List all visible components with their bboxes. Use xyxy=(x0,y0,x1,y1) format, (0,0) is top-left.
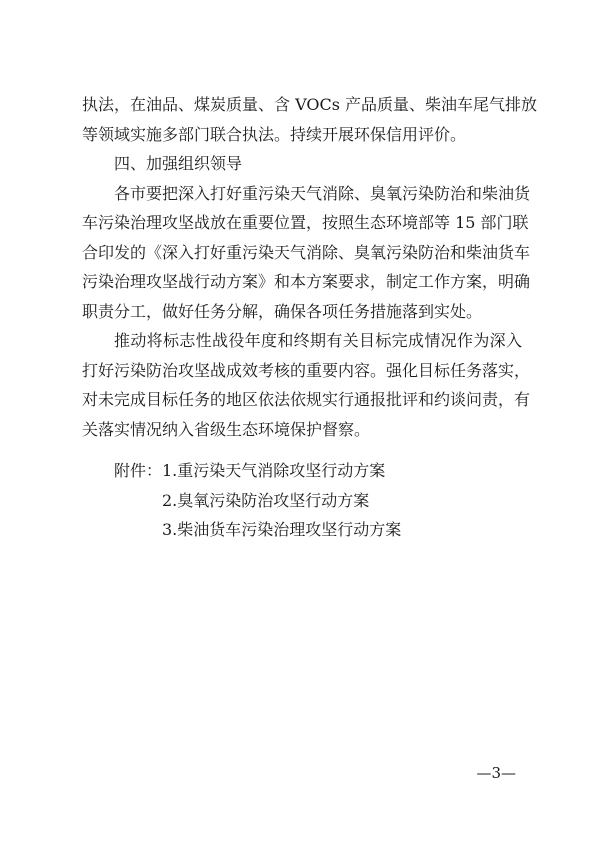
attachments-label: 附件： xyxy=(114,461,163,480)
paragraph-2-line-2: 车污染治理攻坚战放在重要位置，按照生态环境部等 15 部门联 xyxy=(82,213,529,232)
attachment-3: 3.柴油货车污染治理攻坚行动方案 xyxy=(162,520,402,539)
attachment-2: 2.臭氧污染防治攻坚行动方案 xyxy=(162,490,370,510)
attachment-item xyxy=(114,486,401,516)
paragraph-2-line-5: 职责分工，做好任务分解，确保各项任务措施落到实处。 xyxy=(82,301,483,321)
section-heading: 四、加强组织领导 xyxy=(114,154,243,173)
paragraph-2-line-4: 污染治理攻坚战行动方案》和本方案要求，制定工作方案，明确 xyxy=(82,272,531,291)
paragraph-2-line-1: 各市要把深入打好重污染天气消除、臭氧污染防治和柴油货 xyxy=(114,183,531,203)
page-number: —3— xyxy=(476,764,516,782)
paragraph-3-line-2: 打好污染防治攻坚战成效考核的重要内容。强化目标任务落实， xyxy=(82,360,531,380)
attachment-1: 1.重污染天气消除攻坚行动方案 xyxy=(162,461,386,480)
paragraph-3-line-1: 推动将标志性战役年度和终期有关目标完成情况作为深入 xyxy=(114,331,522,350)
attachments-list xyxy=(114,456,401,545)
paragraph-3-line-3: 对未完成目标任务的地区依法依规实行通报批评和约谈问责，有 xyxy=(82,390,531,409)
attachment-item xyxy=(114,515,401,545)
paragraph-1-line-2: 等领域实施多部门联合执法。持续开展环保信用评价。 xyxy=(82,124,467,144)
paragraph-3-line-4: 关落实情况纳入省级生态环境保护督察。 xyxy=(82,419,371,439)
paragraph-2-line-3: 合印发的《深入打好重污染天气消除、臭氧污染防治和柴油货车 xyxy=(82,242,531,262)
document-body xyxy=(82,90,538,444)
attachment-item xyxy=(114,456,401,486)
paragraph-1-line-1: 执法，在油品、煤炭质量、含 VOCs 产品质量、柴油车尾气排放 xyxy=(82,95,538,114)
